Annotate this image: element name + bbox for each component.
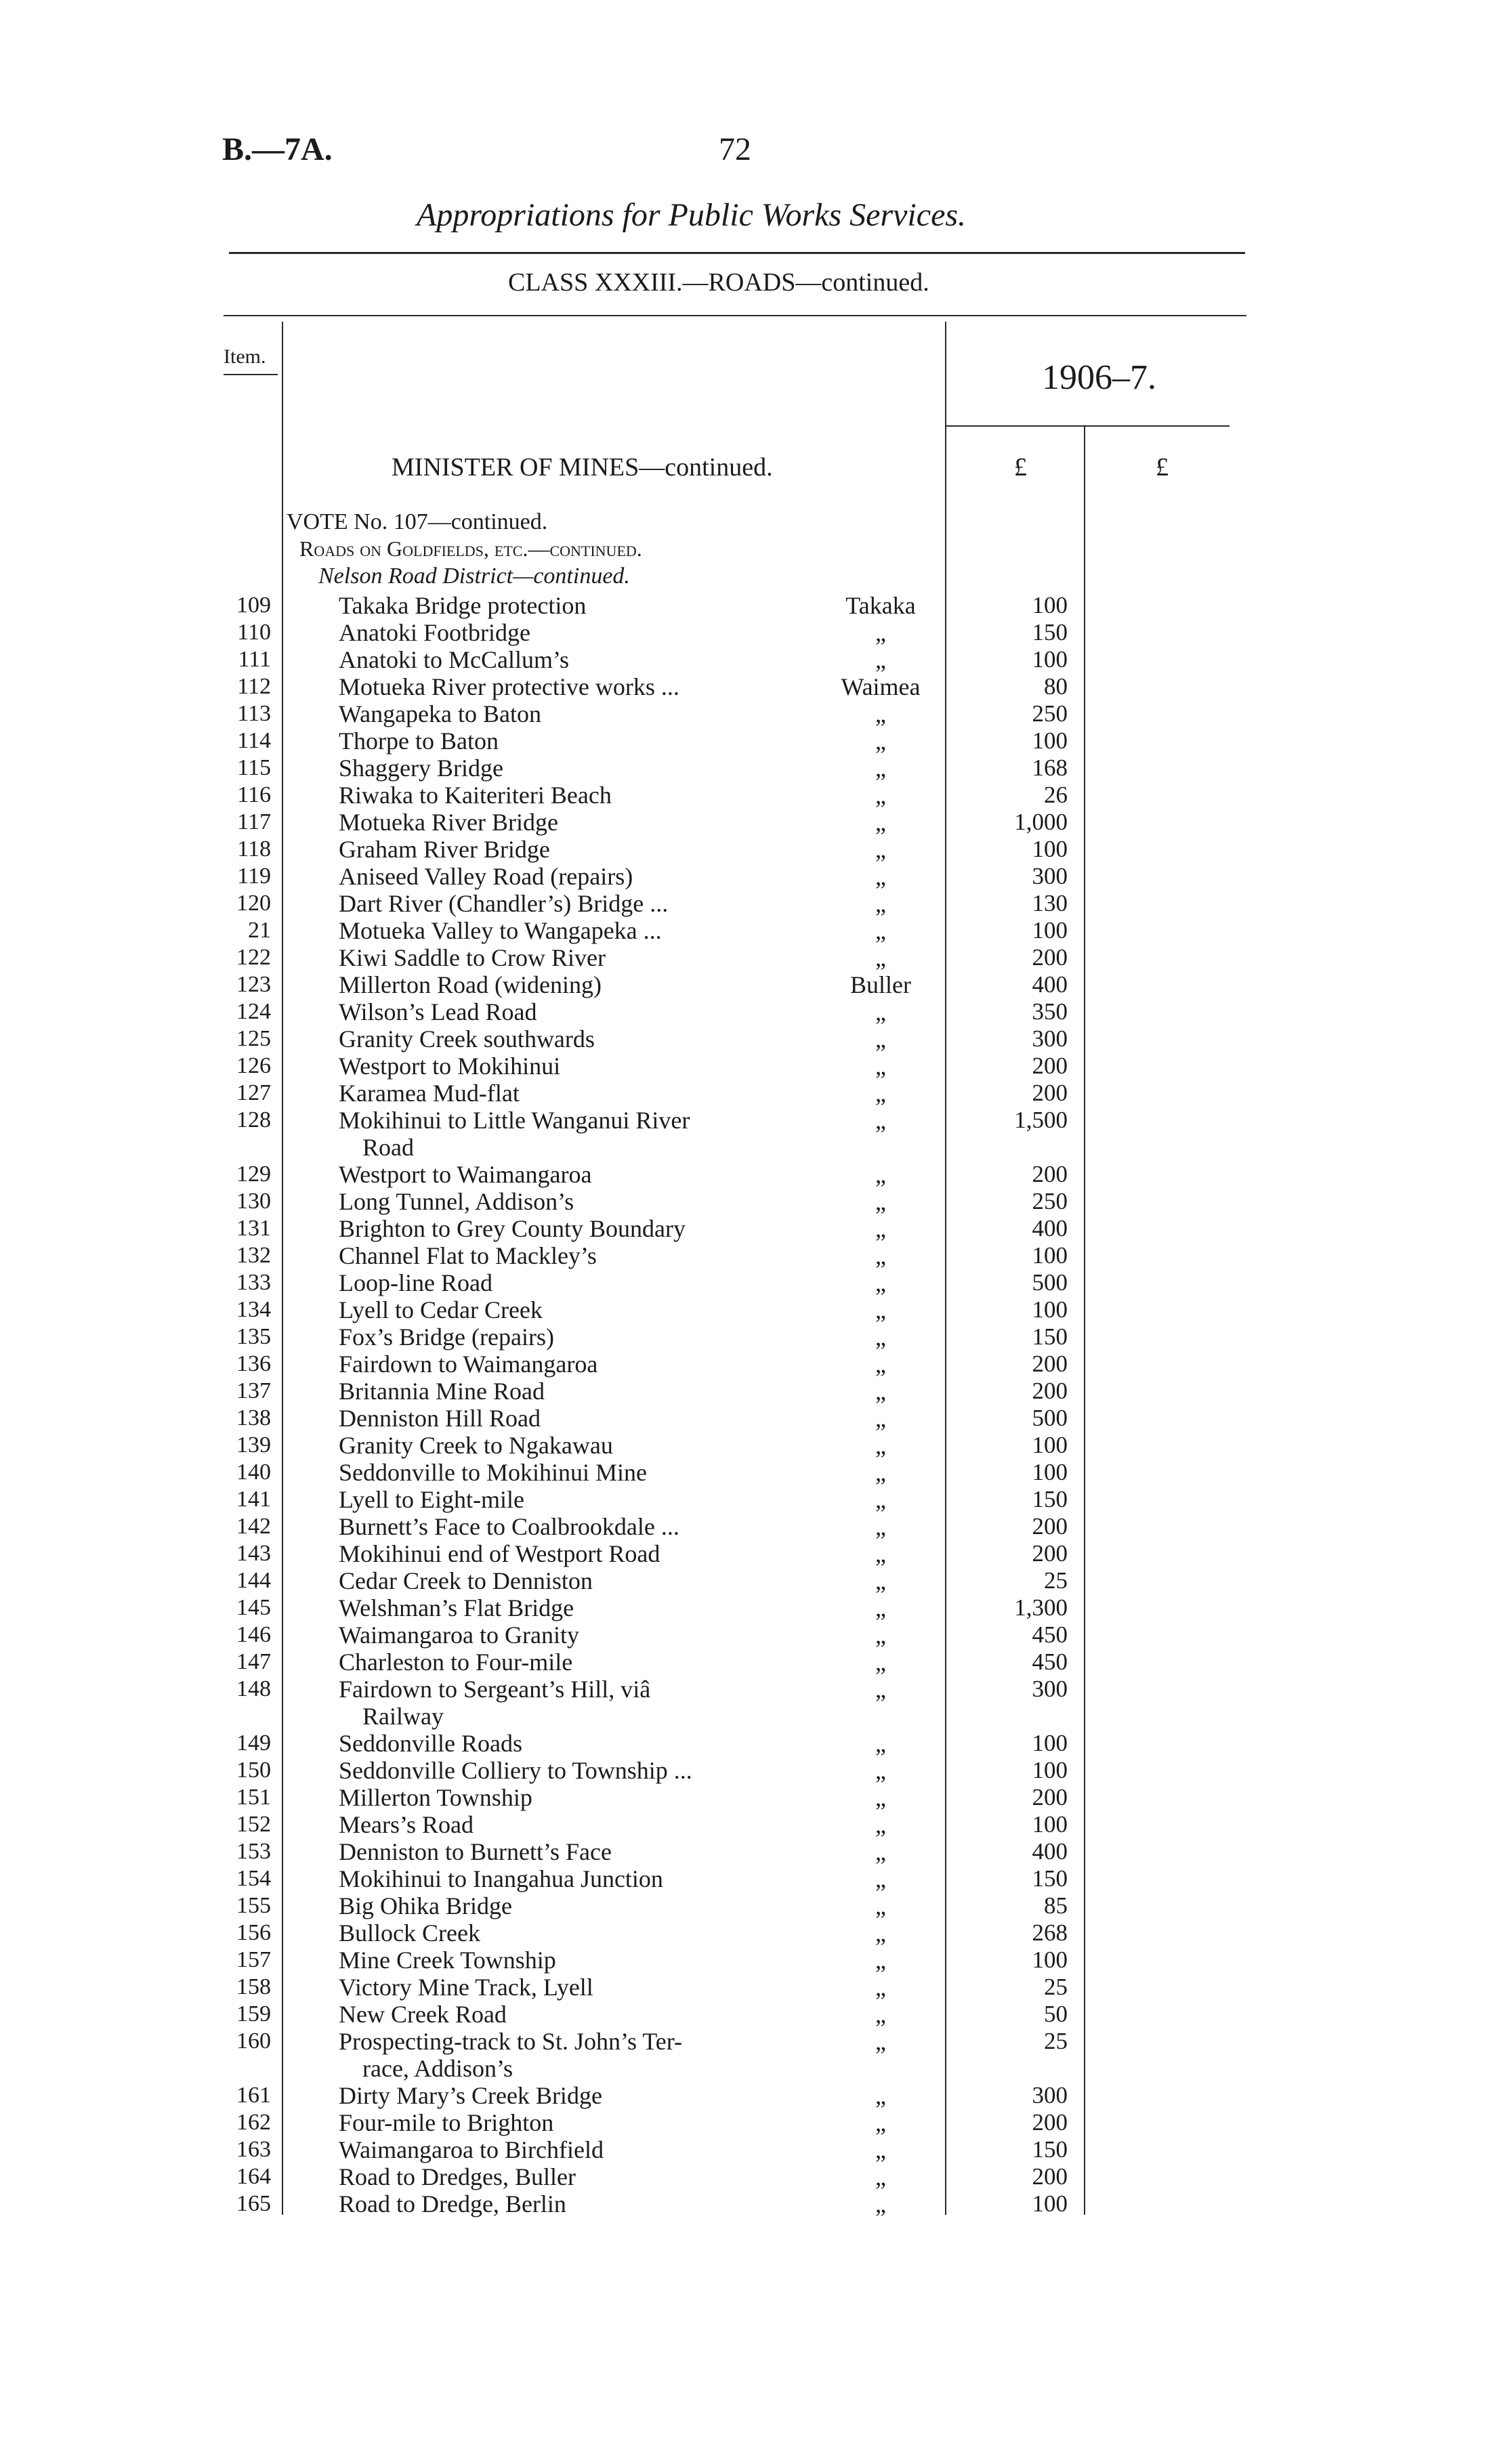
item-amount: 400 [1032,1838,1068,1865]
item-amount: 350 [1032,998,1068,1025]
item-district: „ [875,1378,886,1405]
item-description: Motueka Valley to Wangapeka ... [339,917,662,944]
item-description: Lyell to Eight-mile [339,1486,524,1513]
item-amount: 100 [1032,836,1068,862]
item-district: Takaka [845,592,916,619]
item-description: Wangapeka to Baton [339,700,542,727]
item-number: 115 [237,755,271,780]
item-district: „ [875,1486,886,1513]
item-amount: 500 [1032,1269,1068,1296]
item-number: 141 [236,1487,271,1512]
item-description: Denniston to Burnett’s Face [339,1838,612,1865]
item-amount: 150 [1032,1323,1068,1350]
item-description: Britannia Mine Road [339,1378,545,1405]
item-district: „ [875,1811,886,1838]
item-district: „ [875,727,886,755]
item-number: 150 [236,1758,271,1783]
item-district: „ [875,2136,886,2163]
item-district: „ [875,2082,886,2109]
item-district: „ [875,1974,886,2001]
item-district: „ [875,1757,886,1784]
item-district: „ [875,809,886,836]
item-description: Takaka Bridge protection [339,592,587,619]
item-amount: 100 [1032,1432,1068,1458]
item-description: Mears’s Road [339,1811,474,1838]
item-number: 122 [236,945,271,970]
item-amount: 100 [1032,1730,1068,1756]
item-district: „ [875,1540,886,1567]
item-number: 126 [236,1053,271,1078]
item-district: „ [875,836,886,863]
item-description: Mine Creek Township [339,1947,556,1974]
item-district: „ [875,1621,886,1649]
item-number: 162 [236,2110,271,2135]
item-description: Long Tunnel, Addison’s [339,1188,574,1215]
item-number: 110 [237,620,271,645]
item-amount: 150 [1032,1865,1068,1892]
item-description: Aniseed Valley Road (repairs) [339,863,633,890]
item-amount: 168 [1032,755,1068,781]
item-number: 137 [236,1378,271,1403]
item-district: „ [875,1405,886,1432]
item-description: Dart River (Chandler’s) Bridge ... [339,890,669,917]
item-description: Big Ohika Bridge [339,1892,512,1919]
item-amount: 26 [1044,782,1068,808]
item-number: 164 [236,2164,271,2189]
item-amount: 25 [1044,1974,1068,2000]
item-description: Loop-line Road [339,1269,492,1296]
item-district: „ [875,1676,886,1703]
item-description: Mokihinui to Little Wanganui River [339,1107,690,1134]
item-description: Cedar Creek to Denniston [339,1567,593,1594]
document-reference: B.—7A. [222,131,333,167]
item-district: „ [875,917,886,944]
page-title: Appropriations for Public Works Services. [417,197,967,233]
item-column-header: Item. [224,345,266,368]
item-amount: 1,500 [1014,1107,1068,1133]
item-amount: 100 [1032,917,1068,943]
item-district: „ [875,1107,886,1134]
item-amount: 50 [1044,2001,1068,2027]
item-amount: 450 [1032,1621,1068,1648]
item-amount: 250 [1032,700,1068,727]
item-amount: 200 [1032,1378,1068,1404]
item-description: Channel Flat to Mackley’s [339,1242,597,1269]
item-amount: 150 [1032,619,1068,645]
item-amount: 80 [1044,673,1068,700]
item-number: 144 [236,1568,271,1593]
item-description: Wilson’s Lead Road [339,998,537,1025]
item-number: 130 [236,1189,271,1214]
item-header-underline [224,374,278,375]
vote-heading: VOTE No. 107—continued. [287,509,548,534]
item-number: 155 [236,1893,271,1918]
item-district: „ [875,1323,886,1351]
item-amount: 25 [1044,2028,1068,2054]
item-number: 147 [236,1649,271,1674]
item-district: „ [875,1269,886,1296]
item-description: Millerton Township [339,1784,532,1811]
item-number: 133 [236,1270,271,1295]
item-description: Lyell to Cedar Creek [339,1296,543,1323]
item-district: „ [875,1892,886,1919]
item-description: Karamea Mud-flat [339,1080,520,1107]
item-district: „ [875,1838,886,1865]
item-district: „ [875,1025,886,1053]
item-amount: 100 [1032,592,1068,618]
item-description: Seddonville Roads [339,1730,522,1757]
item-district: „ [875,2109,886,2136]
item-description: Graham River Bridge [339,836,550,863]
item-district: Buller [850,971,911,998]
item-description-continued: Road [362,1134,414,1161]
item-district: „ [875,1161,886,1188]
item-amount: 100 [1032,1757,1068,1783]
item-amount: 100 [1032,727,1068,754]
item-district: Waimea [841,673,921,700]
item-amount: 200 [1032,944,1068,971]
item-number: 152 [236,1812,271,1837]
item-number: 160 [236,2028,271,2054]
item-description: Denniston Hill Road [339,1405,541,1432]
item-amount: 150 [1032,1486,1068,1512]
item-amount: 300 [1032,1676,1068,1702]
item-number: 148 [236,1676,271,1701]
item-description: Seddonville Colliery to Township ... [339,1757,692,1784]
item-description: Millerton Road (widening) [339,971,602,998]
item-number: 21 [248,918,271,943]
item-description: Waimangaroa to Birchfield [339,2136,604,2163]
item-number: 116 [237,782,271,807]
item-description: Fairdown to Sergeant’s Hill, viâ [339,1676,651,1703]
item-number: 129 [236,1162,271,1187]
item-number: 142 [236,1514,271,1539]
item-number: 127 [236,1080,271,1105]
item-district: „ [875,619,886,646]
item-amount: 100 [1032,646,1068,673]
item-description: Mokihinui end of Westport Road [339,1540,660,1567]
year-header-rule [945,425,1230,427]
item-amount: 400 [1032,1215,1068,1241]
item-district: „ [875,2001,886,2028]
item-district: „ [875,1567,886,1594]
item-number: 131 [236,1216,271,1241]
item-district: „ [875,1919,886,1947]
item-amount: 268 [1032,1919,1068,1946]
item-amount: 1,300 [1014,1594,1068,1621]
item-amount: 250 [1032,1188,1068,1214]
item-amount: 25 [1044,1567,1068,1594]
item-district: „ [875,2190,886,2217]
item-number: 157 [236,1947,271,1972]
item-district: „ [875,890,886,917]
item-amount: 200 [1032,1540,1068,1567]
item-description: Thorpe to Baton [339,727,499,755]
item-description-continued: race, Addison’s [362,2055,513,2082]
item-description: Kiwi Saddle to Crow River [339,944,606,971]
item-district: „ [875,1080,886,1107]
item-district: „ [875,1242,886,1269]
item-description: Road to Dredge, Berlin [339,2190,566,2217]
item-description: Bullock Creek [339,1919,480,1947]
item-district: „ [875,2163,886,2190]
item-amount: 1,000 [1014,809,1068,835]
item-number: 119 [237,864,271,889]
item-description: Four-mile to Brighton [339,2109,554,2136]
item-district: „ [875,863,886,890]
item-district: „ [875,944,886,971]
item-description: Granity Creek to Ngakawau [339,1432,613,1459]
item-district: „ [875,646,886,673]
item-district: „ [875,1947,886,1974]
item-number: 135 [236,1324,271,1349]
item-amount: 200 [1032,1513,1068,1539]
item-amount: 450 [1032,1649,1068,1675]
item-amount: 150 [1032,2136,1068,2163]
item-amount: 200 [1032,1351,1068,1377]
title-rule [229,252,1245,254]
item-district: „ [875,755,886,782]
item-description: Seddonville to Mokihinui Mine [339,1459,647,1486]
item-number: 165 [236,2191,271,2216]
item-amount: 100 [1032,2190,1068,2217]
item-amount: 100 [1032,1459,1068,1485]
item-description: Motueka River Bridge [339,809,558,836]
item-amount: 500 [1032,1405,1068,1431]
item-amount: 200 [1032,1080,1068,1106]
item-amount: 200 [1032,2163,1068,2190]
item-description: Riwaka to Kaiteriteri Beach [339,782,612,809]
item-number: 163 [236,2137,271,2162]
item-description: Fairdown to Waimangaroa [339,1351,598,1378]
year-column-header: 1906–7. [1042,358,1156,397]
item-description: Shaggery Bridge [339,755,503,782]
item-amount: 200 [1032,2109,1068,2136]
item-amount: 100 [1032,1811,1068,1838]
item-district: „ [875,1432,886,1459]
item-number: 125 [236,1026,271,1051]
item-number: 117 [237,809,271,834]
item-number: 140 [236,1460,271,1485]
item-description: Westport to Waimangaroa [339,1161,592,1188]
item-description: Burnett’s Face to Coalbrookdale ... [339,1513,679,1540]
item-district: „ [875,782,886,809]
item-description: Waimangaroa to Granity [339,1621,579,1649]
item-number: 111 [238,647,271,672]
item-description: Victory Mine Track, Lyell [339,1974,593,2001]
item-number: 118 [237,836,271,862]
item-description: Fox’s Bridge (repairs) [339,1323,554,1351]
item-description: Motueka River protective works ... [339,673,679,700]
item-number: 128 [236,1107,271,1132]
item-number: 146 [236,1622,271,1647]
item-description: New Creek Road [339,2001,507,2028]
item-district: „ [875,1730,886,1757]
item-amount: 200 [1032,1053,1068,1079]
amount-column-rule-right [1084,427,1085,2215]
item-number: 159 [236,2001,271,2026]
item-amount: 100 [1032,1296,1068,1323]
item-district: „ [875,1459,886,1486]
item-number: 120 [236,891,271,916]
item-amount: 200 [1032,1784,1068,1810]
item-district: „ [875,1215,886,1242]
item-description: Charleston to Four-mile [339,1649,573,1676]
item-number: 114 [237,728,271,753]
item-number: 161 [236,2083,271,2108]
item-number: 136 [236,1351,271,1376]
item-number: 156 [236,1920,271,1945]
item-description: Road to Dredges, Buller [339,2163,576,2190]
item-amount: 300 [1032,863,1068,889]
item-district: „ [875,998,886,1025]
item-district: „ [875,700,886,727]
item-amount: 100 [1032,1947,1068,1973]
item-district: „ [875,1513,886,1540]
currency-header-1: £ [1014,453,1027,482]
item-amount: 130 [1032,890,1068,916]
class-rule [224,315,1246,316]
item-district: „ [875,2028,886,2055]
item-district: „ [875,1865,886,1892]
item-district: „ [875,1351,886,1378]
currency-header-2: £ [1156,453,1169,482]
item-district: „ [875,1594,886,1621]
item-number: 113 [237,701,271,726]
item-district: „ [875,1053,886,1080]
item-number: 145 [236,1595,271,1620]
item-description: Granity Creek southwards [339,1025,595,1053]
item-amount: 300 [1032,1025,1068,1052]
item-district: „ [875,1784,886,1811]
item-number: 132 [236,1243,271,1268]
item-number: 139 [236,1432,271,1458]
district-subheading: Nelson Road District—continued. [318,564,630,589]
item-amount: 200 [1032,1161,1068,1187]
item-description: Mokihinui to Inangahua Junction [339,1865,663,1892]
item-number: 109 [236,593,271,618]
item-amount: 100 [1032,1242,1068,1269]
item-number: 134 [236,1297,271,1322]
item-description: Prospecting-track to St. John’s Ter- [339,2028,683,2055]
item-description: Brighton to Grey County Boundary [339,1215,686,1242]
minister-heading: MINISTER OF MINES—continued. [392,453,773,482]
item-description: Anatoki to McCallum’s [339,646,569,673]
item-column-rule [282,322,283,2215]
item-number: 151 [236,1785,271,1810]
item-number: 154 [236,1866,271,1891]
item-number: 138 [236,1405,271,1430]
class-heading: CLASS XXXIII.—ROADS—continued. [508,268,929,297]
item-number: 149 [236,1730,271,1756]
item-number: 143 [236,1541,271,1566]
item-number: 112 [237,674,271,699]
item-number: 153 [236,1839,271,1864]
item-amount: 85 [1044,1892,1068,1919]
item-district: „ [875,1296,886,1323]
item-number: 158 [236,1974,271,1999]
item-amount: 300 [1032,2082,1068,2108]
item-description: Westport to Mokihinui [339,1053,561,1080]
item-district: „ [875,1649,886,1676]
page-number: 72 [719,131,751,167]
item-description: Dirty Mary’s Creek Bridge [339,2082,602,2109]
roads-subheading: Roads on Goldfields, etc.—continued. [299,536,642,561]
item-description: Anatoki Footbridge [339,619,530,646]
item-district: „ [875,1188,886,1215]
item-description: Welshman’s Flat Bridge [339,1594,574,1621]
item-number: 124 [236,999,271,1024]
item-number: 123 [236,972,271,997]
item-description-continued: Railway [362,1703,444,1730]
item-amount: 400 [1032,971,1068,998]
